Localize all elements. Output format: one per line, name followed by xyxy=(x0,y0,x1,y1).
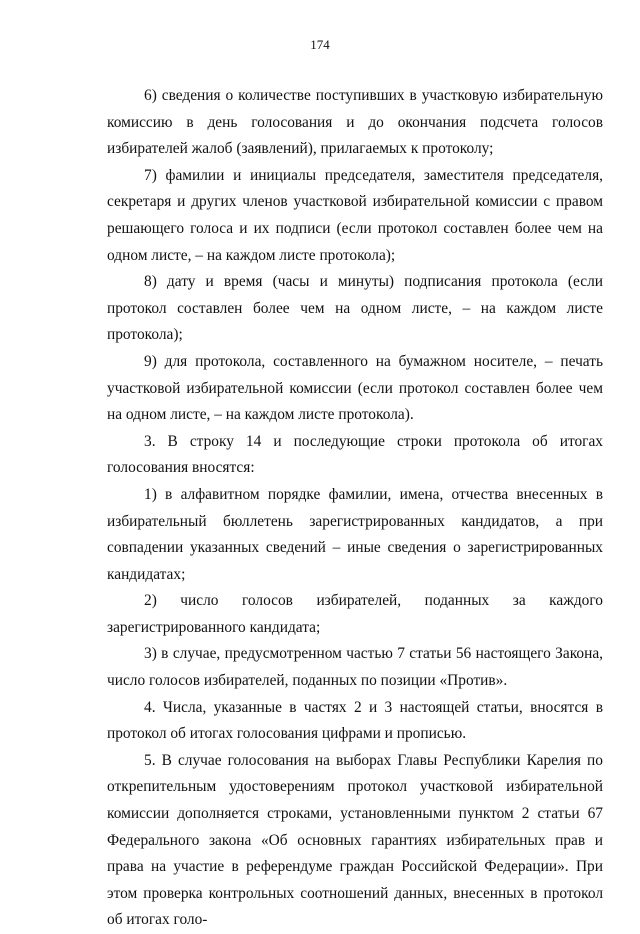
paragraph-item-9: 9) для протокола, составленного на бумажном носителе, – печать участковой избирательной комиссии (если протокол составлен более чем на одном листе, – на каждом листе протокола). xyxy=(107,352,603,424)
paragraph-part-4: 4. Числа, указанные в частях 2 и 3 настоящей статьи, вносятся в протокол об итогах голосования цифрами и прописью. xyxy=(107,698,603,743)
paragraph-part-5: 5. В случае голосования на выборах Главы Республики Карелия по открепительным удостоверениям протокол участковой избирательной комиссии дополняется строками, установленными пунктом 2 статьи 67 Федерального закона «Об основных гарантиях избирательных прав и права на участие в референдуме граждан Российской Федерации». При этом проверка контрольных соотношений данных, внесенных в протокол об итогах голо- xyxy=(107,751,603,929)
paragraph-part-3-item-1: 1) в алфавитном порядке фамилии, имена, отчества внесенных в избирательный бюллетень зарегистрированных кандидатов, а при совпадении указанных сведений – иные сведения о зарегистрированных кандидатах; xyxy=(107,485,603,583)
paragraph-part-3-item-2: 2) число голосов избирателей, поданных за каждого зарегистрированного кандидата; xyxy=(107,592,603,636)
paragraph-item-8: 8) дату и время (часы и минуты) подписания протокола (если протокол составлен более чем на одном листе, – на каждом листе протокола); xyxy=(107,273,603,344)
document-body xyxy=(107,83,603,934)
paragraph-part-3: 3. В строку 14 и последующие строки протокола об итогах голосования вносятся: xyxy=(107,432,603,477)
paragraph-part-3-item-3: 3) в случае, предусмотренном частью 7 статьи 56 настоящего Закона, число голосов избирателей, поданных по позиции «Против». xyxy=(107,645,603,690)
page-number: 174 xyxy=(310,37,330,52)
paragraph-item-6: 6) сведения о количестве поступивших в участковую избирательную комиссию в день голосования и до окончания подсчета голосов избирателей жалоб (заявлений), прилагаемых к протоколу; xyxy=(107,87,603,158)
paragraph-item-7: 7) фамилии и инициалы председателя, заместителя председателя, секретаря и других членов участковой избирательной комиссии с правом решающего голоса и их подписи (если протокол составлен более чем на одном листе, – на каждом листе протокола); xyxy=(107,166,603,264)
